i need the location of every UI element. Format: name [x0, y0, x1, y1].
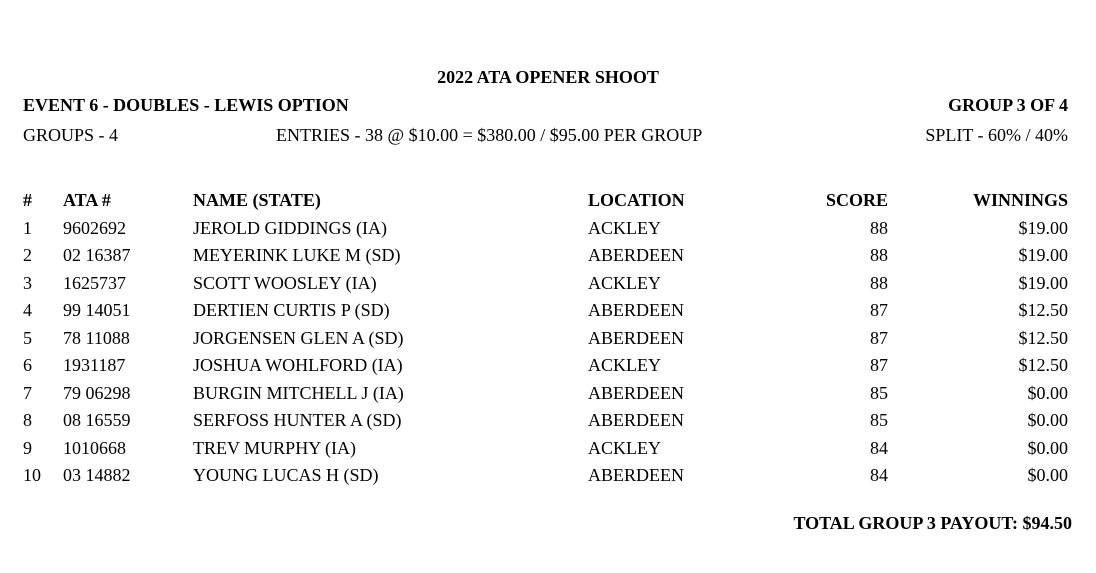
cell-number: 1	[23, 217, 32, 238]
groups-count: GROUPS - 4	[23, 125, 119, 145]
column-header-winnings: WINNINGS	[972, 190, 1068, 210]
table-row	[23, 297, 1068, 325]
cell-winnings: $0.00	[1027, 437, 1068, 458]
column-header-ata: ATA #	[63, 190, 111, 210]
cell-winnings: $0.00	[1027, 382, 1068, 403]
cell-score: 87	[870, 327, 888, 348]
table-row	[23, 242, 1068, 270]
event-title: EVENT 6 - DOUBLES - LEWIS OPTION	[23, 95, 349, 115]
split-info: SPLIT - 60% / 40%	[925, 125, 1068, 145]
table-row	[23, 380, 1068, 408]
cell-score: 85	[870, 410, 888, 430]
cell-winnings: $19.00	[1018, 245, 1068, 265]
cell-number: 7	[23, 382, 32, 403]
cell-ata-number: 9602692	[63, 217, 126, 238]
cell-number: 3	[23, 272, 32, 293]
cell-name-state: BURGIN MITCHELL J (IA)	[193, 382, 404, 403]
column-header-number: #	[23, 190, 32, 210]
table-row	[23, 215, 1068, 243]
total-payout: TOTAL GROUP 3 PAYOUT: $94.50	[793, 513, 1072, 533]
cell-score: 87	[870, 355, 888, 375]
cell-location: ABERDEEN	[588, 382, 684, 403]
table-row	[23, 462, 1068, 490]
cell-location: ACKLEY	[588, 355, 661, 375]
entries-summary: ENTRIES - 38 @ $10.00 = $380.00 / $95.00 PER GROUP	[276, 125, 703, 145]
cell-winnings: $0.00	[1027, 465, 1068, 485]
cell-name-state: SCOTT WOOSLEY (IA)	[193, 272, 377, 293]
cell-score: 88	[870, 245, 888, 265]
cell-ata-number: 78 11088	[63, 327, 130, 348]
cell-location: ABERDEEN	[588, 465, 684, 485]
table-row	[23, 325, 1068, 353]
table-row	[23, 435, 1068, 463]
cell-winnings: $19.00	[1018, 272, 1068, 293]
table-header-row	[23, 187, 1068, 215]
cell-ata-number: 1931187	[63, 355, 126, 375]
cell-winnings: $12.50	[1018, 355, 1068, 375]
table-row	[23, 352, 1068, 380]
column-header-name: NAME (STATE)	[193, 190, 321, 210]
cell-ata-number: 79 06298	[63, 382, 131, 403]
cell-location: ABERDEEN	[588, 300, 684, 320]
cell-score: 87	[870, 300, 888, 320]
cell-ata-number: 03 14882	[63, 465, 131, 485]
column-header-location: LOCATION	[588, 190, 685, 210]
cell-name-state: YOUNG LUCAS H (SD)	[193, 465, 379, 485]
cell-location: ACKLEY	[588, 437, 661, 458]
cell-location: ACKLEY	[588, 272, 661, 293]
page-title: 2022 ATA OPENER SHOOT	[437, 67, 659, 87]
cell-score: 88	[870, 272, 888, 293]
cell-number: 6	[23, 355, 32, 375]
cell-ata-number: 02 16387	[63, 245, 131, 265]
table-row	[23, 270, 1068, 298]
cell-ata-number: 1010668	[63, 437, 126, 458]
cell-name-state: SERFOSS HUNTER A (SD)	[193, 410, 402, 430]
cell-location: ABERDEEN	[588, 327, 684, 348]
cell-number: 4	[23, 300, 32, 320]
cell-score: 88	[870, 217, 888, 238]
cell-score: 84	[870, 437, 888, 458]
cell-location: ABERDEEN	[588, 245, 684, 265]
results-body	[23, 215, 1068, 490]
cell-number: 10	[23, 465, 41, 485]
cell-ata-number: 08 16559	[63, 410, 131, 430]
cell-number: 8	[23, 410, 32, 430]
cell-ata-number: 1625737	[63, 272, 126, 293]
cell-name-state: DERTIEN CURTIS P (SD)	[193, 300, 390, 320]
cell-number: 2	[23, 245, 32, 265]
cell-score: 84	[870, 465, 888, 485]
cell-winnings: $12.50	[1018, 327, 1068, 348]
cell-winnings: $19.00	[1018, 217, 1068, 238]
group-label: GROUP 3 OF 4	[948, 95, 1068, 115]
cell-score: 85	[870, 382, 888, 403]
cell-name-state: JEROLD GIDDINGS (IA)	[193, 217, 387, 238]
cell-location: ACKLEY	[588, 217, 661, 238]
cell-name-state: MEYERINK LUKE M (SD)	[193, 245, 401, 265]
column-header-score: SCORE	[825, 190, 888, 210]
results-table	[23, 187, 1068, 490]
cell-location: ABERDEEN	[588, 410, 684, 430]
cell-winnings: $12.50	[1018, 300, 1068, 320]
cell-number: 9	[23, 437, 32, 458]
cell-name-state: JOSHUA WOHLFORD (IA)	[193, 355, 403, 375]
cell-winnings: $0.00	[1027, 410, 1068, 430]
cell-number: 5	[23, 327, 32, 348]
table-row	[23, 407, 1068, 435]
cell-name-state: TREV MURPHY (IA)	[193, 437, 357, 458]
cell-ata-number: 99 14051	[63, 300, 131, 320]
cell-name-state: JORGENSEN GLEN A (SD)	[193, 327, 404, 348]
